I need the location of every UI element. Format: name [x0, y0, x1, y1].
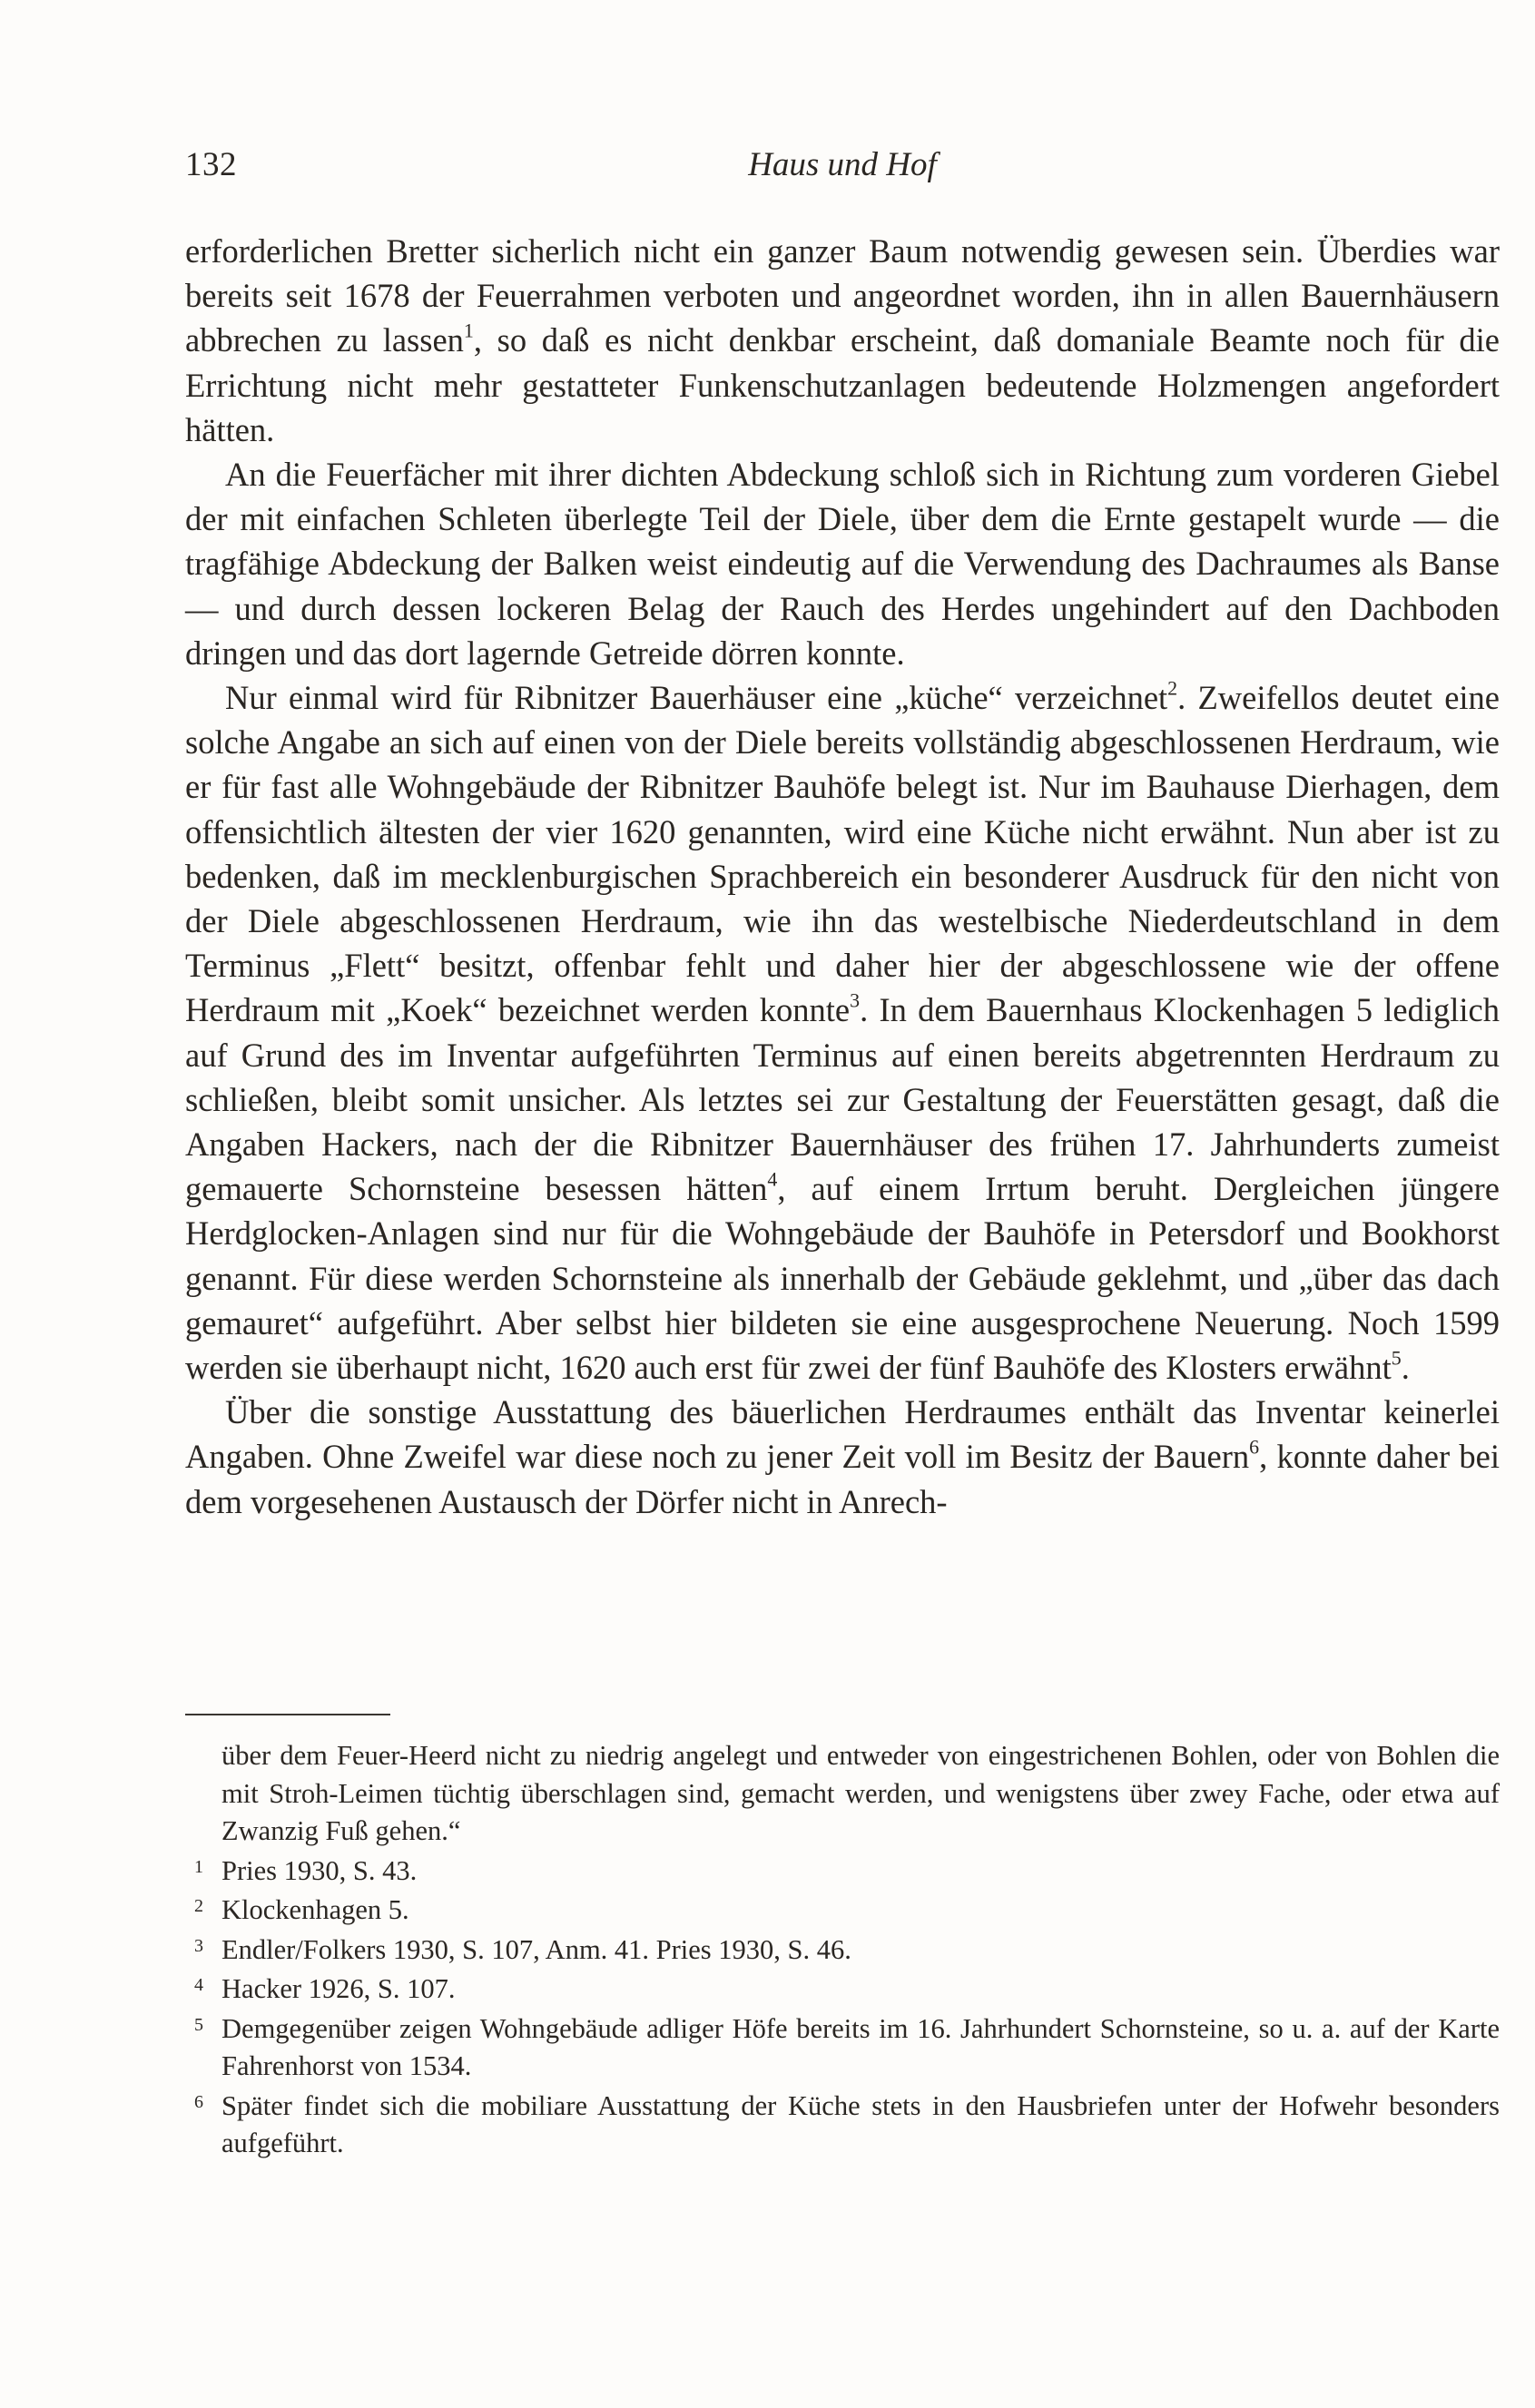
paragraph-4-text-b: , konnte daher bei dem vorgesehenen Austausch der Dörfer nicht in Anrech- — [185, 1438, 1500, 1520]
footnote-ref-1: 1 — [463, 319, 474, 343]
footnote-text: Klockenhagen 5. — [221, 1894, 409, 1925]
paragraph-4-text-a: Über die sonstige Ausstattung des bäuerlichen Herdraumes enthält das Inventar keinerlei Angaben. Ohne Zweifel war diese noch zu jener Zeit voll im Besitz der Bauern — [185, 1393, 1500, 1476]
footnote-text: Endler/Folkers 1930, S. 107, Anm. 41. Pries 1930, S. 46. — [221, 1933, 851, 1965]
footnote-2 — [185, 1892, 1500, 1930]
body-text — [185, 229, 1500, 1524]
paragraph-2: An die Feuerfächer mit ihrer dichten Abdeckung schloß sich in Richtung zum vorderen Giebel der mit einfachen Schleten überlegte Teil der Diele, über dem die Ernte gestapelt wurde — die tragfähige Abdeckung der Balken weist eindeutig auf die Verwendung des Dachraumes als Banse — und durch dessen lockeren Belag der Rauch des Herdes ungehindert auf den Dachboden dringen und das dort lagernde Getreide dörren konnte. — [185, 456, 1500, 672]
footnote-ref-6: 6 — [1249, 1436, 1260, 1460]
page-number: 132 — [185, 146, 237, 183]
paragraph-1-text-b: , so daß es nicht denkbar erscheint, daß domaniale Beamte noch für die Errichtung nicht mehr gestatteter Funkenschutzanlagen bedeutende Holzmengen angefordert hätten. — [185, 321, 1500, 448]
footnote-marker: 3 — [194, 1935, 203, 1956]
paragraph-3-text-c: . In dem Bauernhaus Klockenhagen 5 lediglich auf Grund des im Inventar aufgeführten Terminus auf einen bereits abgetrennten Herdraum zu schließen, bleibt somit unsicher. Als letztes sei zur Gestaltung der Feuerstätten gesagt, daß die Angaben Hackers, nach der die Ribnitzer Bauernhäuser des frühen 17. Jahrhunderts zumeist gemauerte Schornsteine besessen hätten — [185, 991, 1500, 1208]
footnote-text: Später findet sich die mobiliare Ausstattung der Küche stets in den Hausbriefen unter der Hofwehr besonders aufgeführt. — [221, 2089, 1500, 2158]
running-head — [185, 145, 1500, 196]
footnotes — [185, 1737, 1500, 2165]
footnote-ref-5: 5 — [1391, 1346, 1402, 1370]
footnote-ref-4: 4 — [767, 1167, 778, 1191]
footnote-divider — [185, 1714, 390, 1715]
footnote-ref-3: 3 — [850, 989, 861, 1013]
footnote-1 — [185, 1853, 1500, 1891]
footnote-marker: 6 — [194, 2091, 203, 2112]
paragraph-4 — [185, 1390, 1500, 1524]
footnote-ref-2: 2 — [1167, 676, 1178, 700]
footnote-3 — [185, 1931, 1500, 1970]
footnote-marker: 2 — [194, 1896, 203, 1916]
footnote-4 — [185, 1971, 1500, 2009]
footnote-text: Pries 1930, S. 43. — [221, 1854, 418, 1886]
footnote-6 — [185, 2088, 1500, 2163]
footnote-marker: 1 — [194, 1856, 203, 1877]
paragraph-3 — [185, 675, 1500, 1390]
paragraph-3-text-e: . — [1401, 1349, 1410, 1387]
footnote-marker: 5 — [194, 2014, 203, 2035]
paragraph-3-text-a: Nur einmal wird für Ribnitzer Bauerhäuser eine „küche“ verzeichnet — [225, 679, 1168, 717]
footnote-text: Demgegenüber zeigen Wohngebäude adliger Höfe bereits im 16. Jahrhundert Schornsteine, so u. a. auf der Karte Fahrenhorst von 1534. — [221, 2012, 1500, 2081]
paragraph-1 — [185, 229, 1500, 452]
footnote-continuation: über dem Feuer-Heerd nicht zu niedrig angelegt und entweder von eingestrichenen Bohlen, oder von Bohlen die mit Stroh-Leimen tüchtig überschlagen sind, gemacht werden, und wenigstens über zwey Fache, oder etwa auf Zwanzig Fuß gehen.“ — [221, 1740, 1500, 1846]
footnote-text: Hacker 1926, S. 107. — [221, 1973, 456, 2004]
paragraph-1-text-a: erforderlichen Bretter sicherlich nicht ein ganzer Baum notwendig gewesen sein. Überdies war bereits seit 1678 der Feuerrahmen verboten und angeordnet worden, ihn in allen Bauernhäusern abbrechen zu lassen — [185, 232, 1500, 359]
footnote-marker: 4 — [194, 1975, 203, 1995]
footnote-5 — [185, 2010, 1500, 2086]
running-title: Haus und Hof — [748, 146, 937, 183]
paragraph-3-text-b: . Zweifellos deutet eine solche Angabe an sich auf einen von der Diele bereits vollständig abgeschlossenen Herdraum, wie er für fast alle Wohngebäude der Ribnitzer Bauhöfe belegt ist. Nur im Bauhause Dierhagen, dem offensichtlich ältesten der vier 1620 genannten, wird eine Küche nicht erwähnt. Nun aber ist zu bedenken, daß im mecklenburgischen Sprachbereich ein besonderer Ausdruck für den nicht von der Diele abgeschlossenen Herdraum, wie ihn das westelbische Niederdeutschland in dem Terminus „Flett“ besitzt, offenbar fehlt und daher hier der abgeschlossene wie der offene Herdraum mit „Koek“ bezeichnet werden konnte — [185, 679, 1501, 1029]
paragraph-3-text-d: , auf einem Irrtum beruht. Dergleichen jüngere Herdglocken-Anlagen sind nur für die Wohngebäude der Bauhöfe in Petersdorf und Bookhorst genannt. Für diese werden Schornsteine als innerhalb der Gebäude geklehmt, und „über das dach gemauret“ aufgeführt. Aber selbst hier bildeten sie eine ausgesprochene Neuerung. Noch 1599 werden sie überhaupt nicht, 1620 auch erst für zwei der fünf Bauhöfe des Klosters erwähnt — [185, 1170, 1500, 1387]
